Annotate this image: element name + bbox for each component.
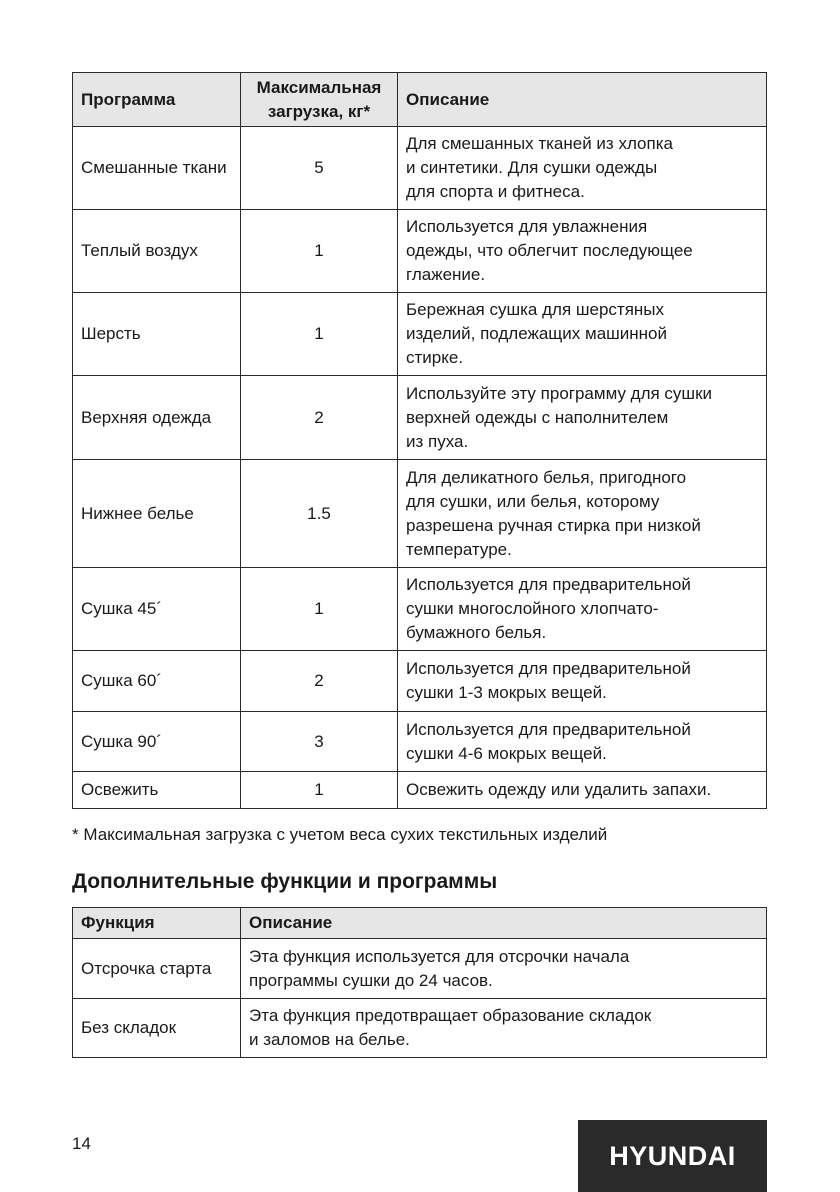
program-name: Теплый воздух	[73, 210, 241, 293]
program-load: 2	[241, 651, 398, 712]
header-max-load: Максимальная загрузка, кг*	[241, 73, 398, 127]
table-row	[73, 460, 767, 568]
table-row	[73, 939, 767, 999]
program-description: Для смешанных тканей из хлопка и синтетики. Для сушки одежды для спорта и фитнеса.	[398, 127, 767, 210]
program-load: 3	[241, 712, 398, 772]
header-description: Описание	[241, 908, 767, 939]
program-description: Бережная сушка для шерстяных изделий, подлежащих машинной стирке.	[398, 293, 767, 376]
table-row	[73, 999, 767, 1058]
program-name: Сушка 60´	[73, 651, 241, 712]
program-description: Используется для предварительной сушки многослойного хлопчато- бумажного белья.	[398, 568, 767, 651]
program-description: Для деликатного белья, пригодного для сушки, или белья, которому разрешена ручная стирка при низкой температуре.	[398, 460, 767, 568]
table-row	[73, 651, 767, 712]
table-row	[73, 127, 767, 210]
program-load: 1	[241, 772, 398, 809]
page-number: 14	[72, 1134, 91, 1153]
table-row	[73, 712, 767, 772]
program-load: 1	[241, 293, 398, 376]
programs-table	[72, 72, 767, 809]
function-description: Эта функция предотвращает образование складок и заломов на белье.	[241, 999, 767, 1058]
footnote: * Максимальная загрузка с учетом веса сухих текстильных изделий	[72, 825, 608, 844]
header-function: Функция	[73, 908, 241, 939]
table-row	[73, 293, 767, 376]
function-name: Отсрочка старта	[73, 939, 241, 999]
program-name: Смешанные ткани	[73, 127, 241, 210]
section-title: Дополнительные функции и программы	[72, 870, 498, 893]
header-program: Программа	[73, 73, 241, 127]
program-name: Нижнее белье	[73, 460, 241, 568]
program-description: Используется для увлажнения одежды, что облегчит последующее глажение.	[398, 210, 767, 293]
program-description: Освежить одежду или удалить запахи.	[398, 772, 767, 809]
program-load: 2	[241, 376, 398, 460]
program-description: Используется для предварительной сушки 4-6 мокрых вещей.	[398, 712, 767, 772]
table-row	[73, 568, 767, 651]
header-description: Описание	[398, 73, 767, 127]
functions-table	[72, 907, 767, 1058]
program-description: Используется для предварительной сушки 1-3 мокрых вещей.	[398, 651, 767, 712]
program-name: Шерсть	[73, 293, 241, 376]
table-row	[73, 772, 767, 809]
program-load: 1	[241, 210, 398, 293]
program-name: Сушка 45´	[73, 568, 241, 651]
program-load: 5	[241, 127, 398, 210]
program-description: Используйте эту программу для сушки верхней одежды с наполнителем из пуха.	[398, 376, 767, 460]
table-header-row	[73, 908, 767, 939]
program-name: Сушка 90´	[73, 712, 241, 772]
function-description: Эта функция используется для отсрочки начала программы сушки до 24 часов.	[241, 939, 767, 999]
program-name: Освежить	[73, 772, 241, 809]
program-load: 1.5	[241, 460, 398, 568]
hyundai-logo: HYUNDAI	[578, 1120, 767, 1192]
table-header-row	[73, 73, 767, 127]
program-name: Верхняя одежда	[73, 376, 241, 460]
function-name: Без складок	[73, 999, 241, 1058]
table-row	[73, 210, 767, 293]
program-load: 1	[241, 568, 398, 651]
table-row	[73, 376, 767, 460]
